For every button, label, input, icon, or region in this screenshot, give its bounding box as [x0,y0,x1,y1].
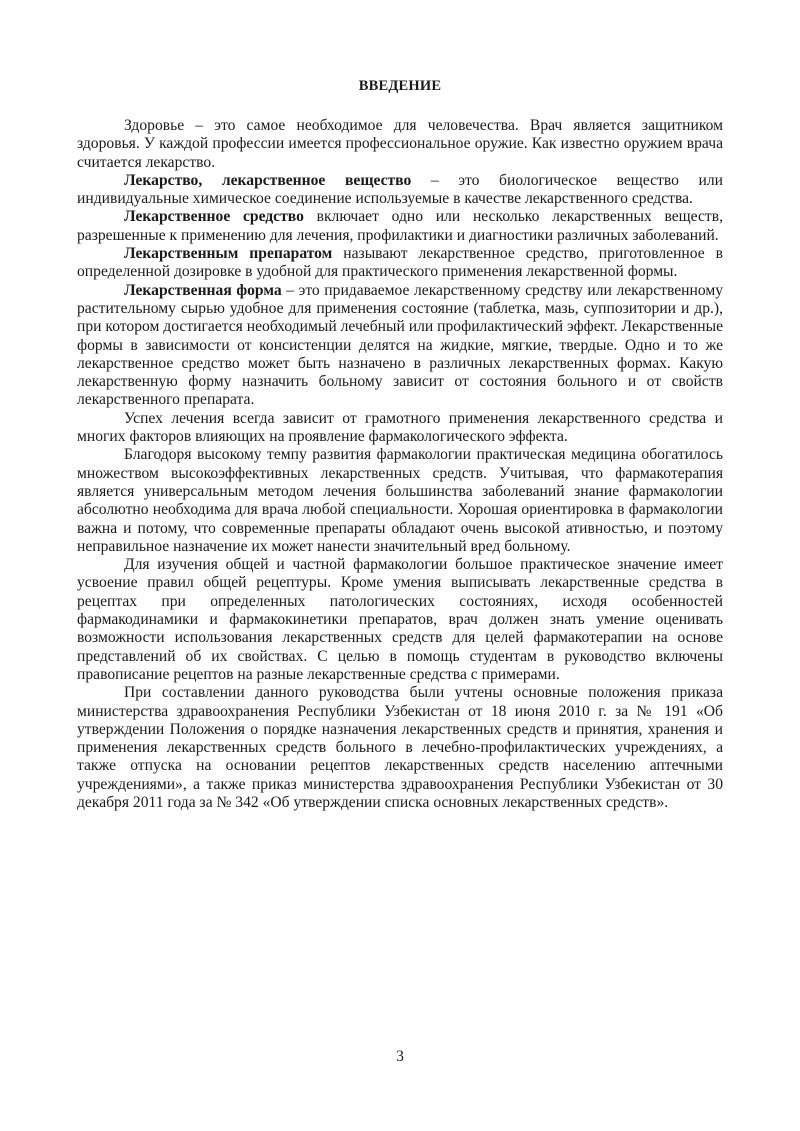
paragraph-pharmacology-development [77,446,723,556]
paragraph-definition-substance [77,172,723,209]
definition-term: Лекарственная форма [124,281,282,299]
paragraph-definition-form [77,282,723,410]
paragraph-regulations [77,684,723,812]
paragraph-treatment-success [77,410,723,447]
paragraph-definition-agent [77,208,723,245]
paragraph-intro [77,117,723,172]
definition-term: Лекарственным препаратом [124,245,333,263]
paragraph-text: Успех лечения всегда зависит от грамотного применения лекарственного средства и многих факторов влияющих на проявление фармакологического эффекта. [77,409,723,446]
document-body [77,77,723,812]
definition-text: называют лекарственное средство, приготовленное в определенной дозировке в удобной для практического применения лекарственной формы. [77,245,724,281]
paragraph-text: Благодоря высокому темпу развития фармакологии практическая медицина обогатилось множеством высокоэффективных лекарственных средств. Учитывая, что фармакотерапия является универсальным методом лечения большинства заболеваний знание фармакологии абсолютно необходима для врача любой специальности. Хорошая ориентировка в фармакологии важна и потому, что современные препараты обладают очень высокой ативностью, и поэтому неправильное назначение их может нанести значительный вред больному. [77,446,723,555]
page-title: ВВЕДЕНИЕ [358,78,442,94]
definition-text: – это придаваемое лекарственному средству или лекарственному растительному сырью удобное для применения состояние (таблетка, мазь, суппозитории и др.), при котором достигается необходимый лечебный или профилактический эффект. Лекарственные формы в зависимости от консистенции делятся на жидкие, мягкие, твердые. Одно и то же лекарственное средство может быть назначено в различных лекарственных формах. Какую лекарственную форму назначить больному зависит от состояния больного и от свойств лекарственного препарата. [77,281,723,409]
paragraph-text: Здоровье – это самое необходимое для человечества. Врач является защитником здоровья. У каждой профессии имеется профессиональное оружие. Как известно оружием врача считается лекарство. [77,117,723,171]
definition-term: Лекарственное средство [124,208,304,226]
page-number: 3 [396,1048,404,1065]
definition-term: Лекарство, лекарственное вещество [124,171,412,189]
paragraph-text: При составлении данного руководства были учтены основные положения приказа министерства здравоохранения Республики Узбекистан от 18 июня 2010 г. за № 191 «Об утверждении Положения о порядке назначения лекарственных средств и принятия, хранения и применения лекарственных средств больного в лечебно-профилактических учреждениях, а также отпуска на основании рецептов лекарственных средств населению аптечными учреждениями», а также приказ министерства здравоохранения Республики Узбекистан от 30 декабря 2011 года за № 342 «Об утверждении списка основных лекарственных средств». [77,684,723,811]
paragraph-text: Для изучения общей и частной фармакологии большое практическое значение имеет усвоение правил общей рецептуры. Кроме умения выписывать лекарственные средства в рецептах при определенных патологических состояниях, исходя особенностей фармакодинамики и фармакокинетики препаратов, врач должен знать умение оценивать возможности использования лекарственных средств для целей фармакотерапии на основе представлений об их свойствах. С целью в помощь студентам в руководство включены правописание рецептов на разные лекарственные средства с примерами. [77,556,723,683]
definition-text: включает одно или несколько лекарственных веществ, разрешенные к применению для лечения, профилактики и диагностики различных заболеваний. [77,208,723,244]
definition-text: – это биологическое вещество или индивидуальные химическое соединение используемые в качестве лекарственного средства. [77,171,723,208]
paragraph-definition-preparation [77,245,723,282]
paragraph-prescription-rules [77,556,723,684]
